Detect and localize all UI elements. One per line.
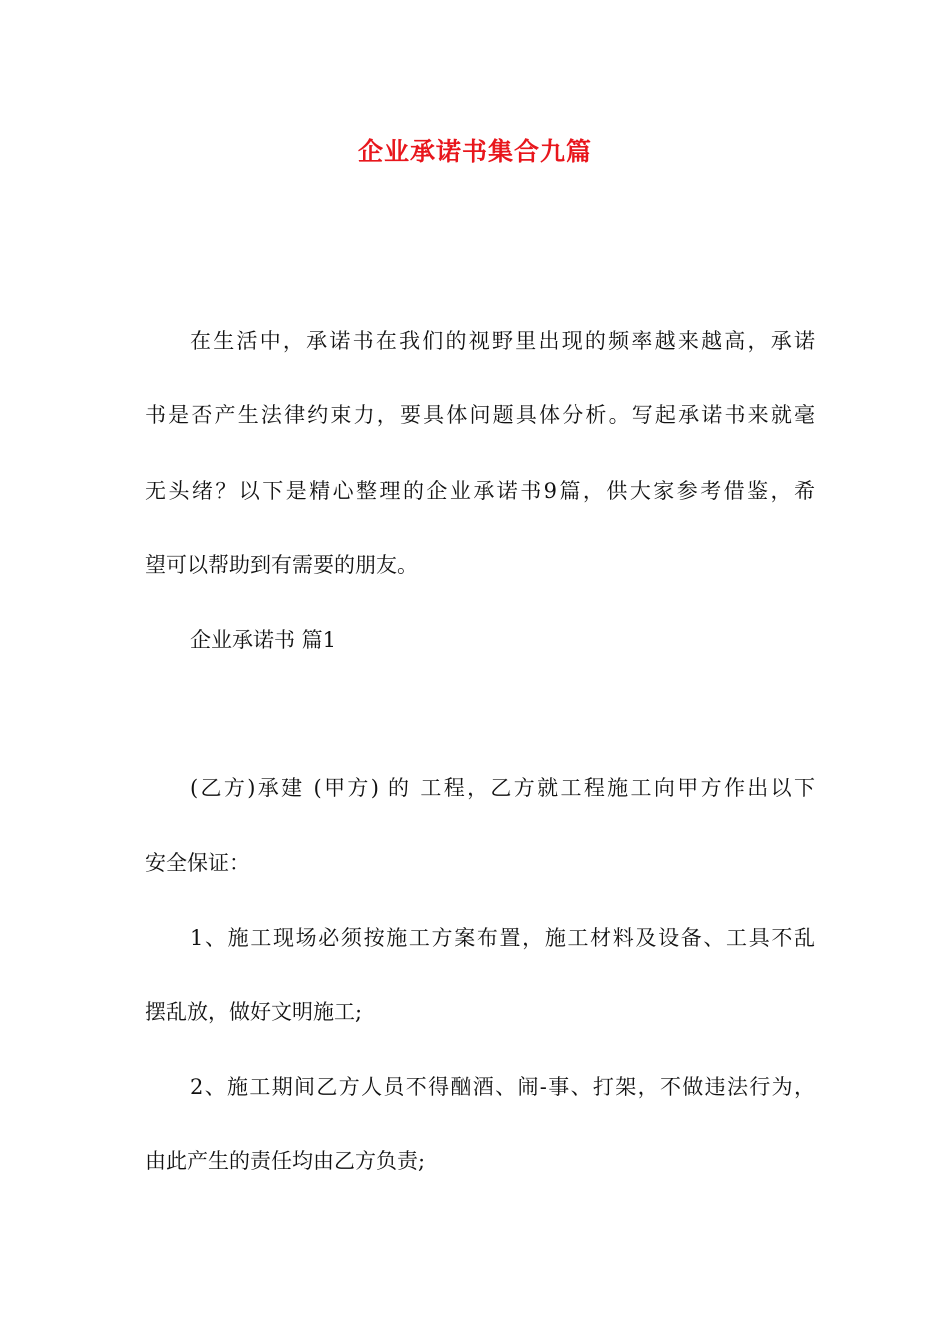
list-item-line: 摆乱放，做好文明施工; bbox=[145, 1000, 363, 1024]
list-item-line: 1、施工现场必须按施工方案布置，施工材料及设备、工具不乱 bbox=[190, 926, 815, 950]
paragraph-line: (乙方)承建 (甲方) 的 工程，乙方就工程施工向甲方作出以下 bbox=[190, 776, 815, 800]
document-title: 企业承诺书集合九篇 bbox=[357, 137, 592, 166]
paragraph-line: 望可以帮助到有需要的朋友。 bbox=[145, 553, 418, 577]
paragraph-line: 书是否产生法律约束力，要具体问题具体分析。写起承诺书来就毫 bbox=[145, 403, 815, 427]
list-item-line: 2、施工期间乙方人员不得酗酒、闹-事、打架，不做违法行为， bbox=[190, 1075, 815, 1099]
paragraph-line: 安全保证： bbox=[145, 851, 250, 875]
section-heading: 企业承诺书 篇1 bbox=[190, 628, 337, 652]
paragraph-line: 无头绪？以下是精心整理的企业承诺书9篇，供大家参考借鉴，希 bbox=[145, 479, 815, 503]
list-item-line: 由此产生的责任均由乙方负责; bbox=[145, 1149, 426, 1173]
paragraph-line: 在生活中，承诺书在我们的视野里出现的频率越来越高，承诺 bbox=[190, 329, 815, 353]
